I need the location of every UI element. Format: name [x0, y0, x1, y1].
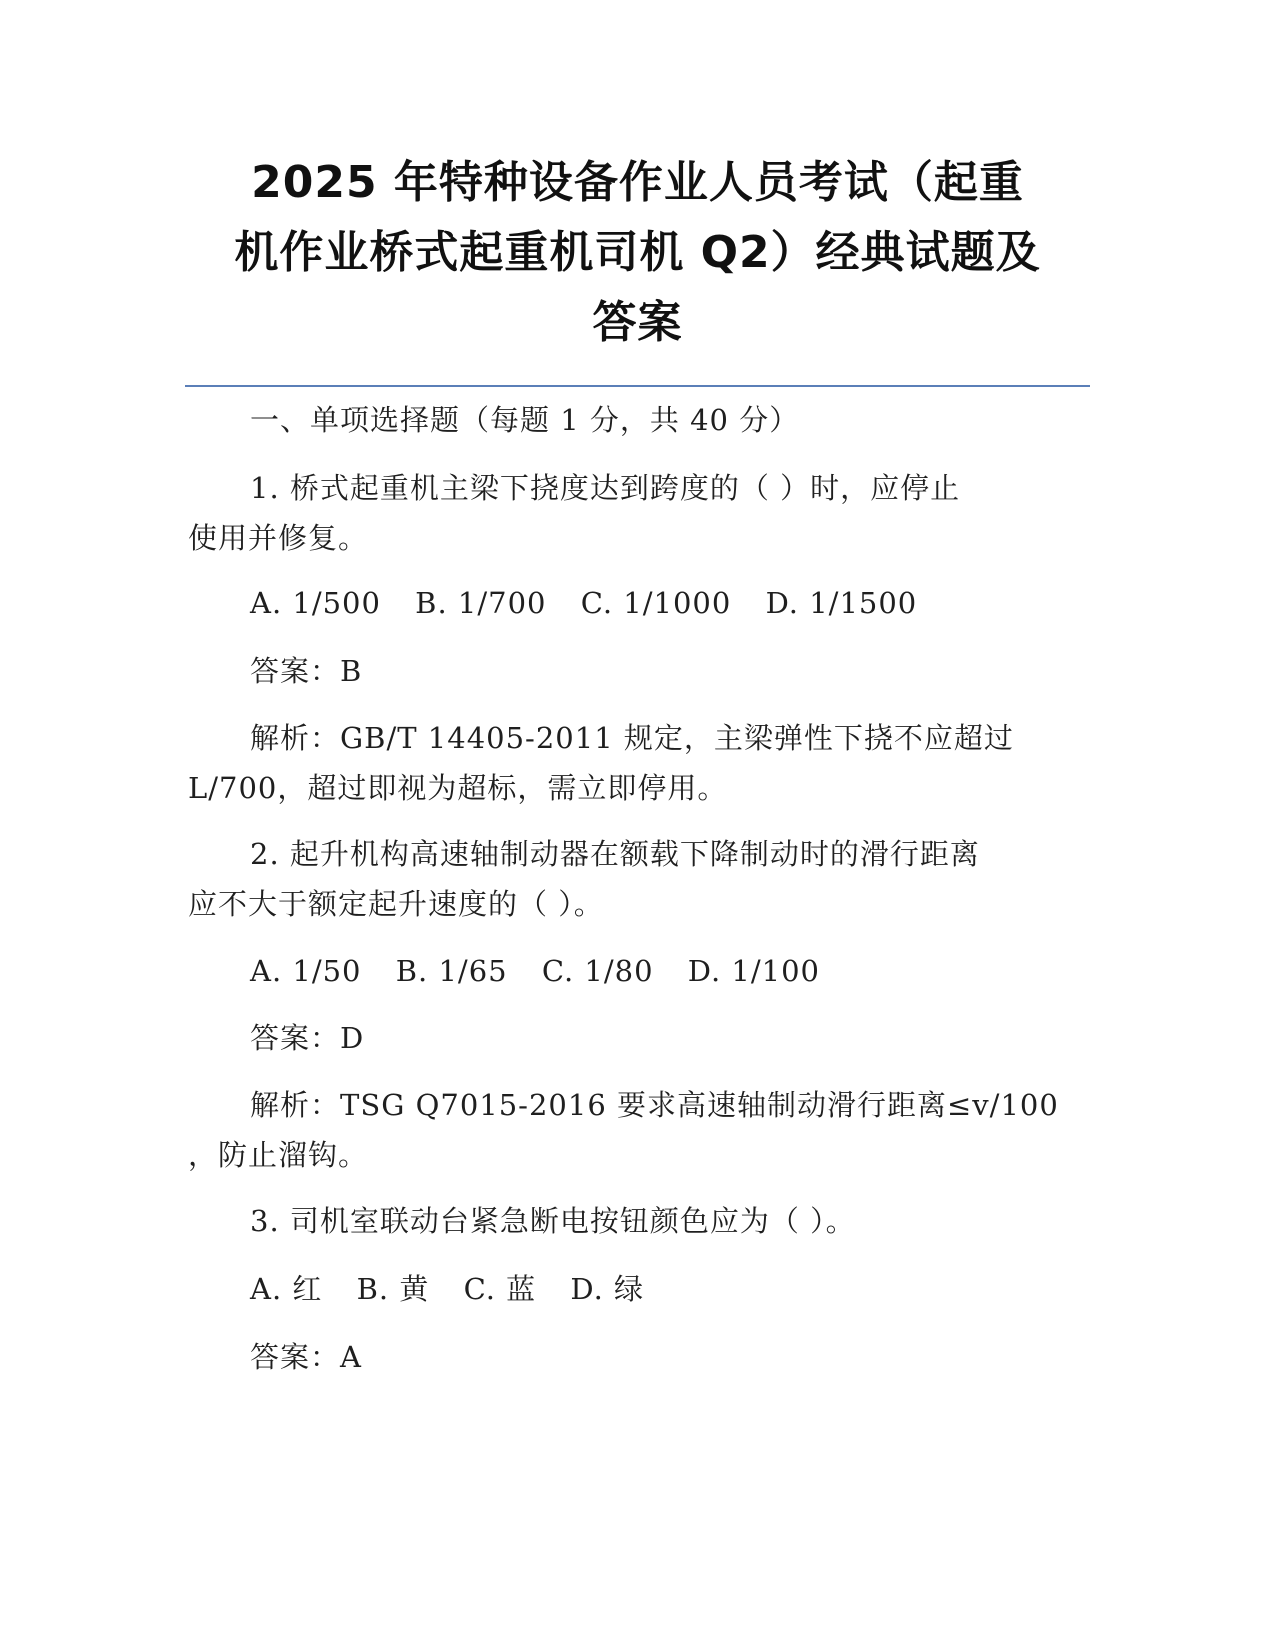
- question-1-options: [188, 578, 1130, 628]
- title-line-1: 2025 年特种设备作业人员考试（起重: [251, 157, 1024, 208]
- question-3-answer-text: 答案：A: [250, 1340, 362, 1374]
- question-1-option-c: C. 1/1000: [580, 586, 732, 620]
- question-2-option-a: A. 1/50: [250, 954, 362, 988]
- question-2-option-b: B. 1/65: [395, 954, 508, 988]
- question-3-stem-line-1: 3. 司机室联动台紧急断电按钮颜色应为（ ）。: [250, 1204, 856, 1238]
- question-2-answer-text: 答案：D: [250, 1021, 365, 1055]
- title-divider: [185, 385, 1090, 387]
- question-2-analysis-line-2: ，防止溜钩。: [188, 1138, 369, 1172]
- question-3-options: [188, 1264, 1130, 1314]
- question-2-option-c: C. 1/80: [541, 954, 654, 988]
- question-1-stem-line-2: 使用并修复。: [188, 521, 369, 555]
- question-2-stem-line-2: 应不大于额定起升速度的（ ）。: [188, 887, 604, 921]
- question-2-option-d: D. 1/100: [687, 954, 820, 988]
- question-2-analysis: [188, 1080, 1068, 1180]
- question-3-answer: [188, 1332, 1130, 1382]
- question-2-analysis-line-1: 解析：TSG Q7015-2016 要求高速轴制动滑行距离≤v/100: [250, 1088, 1059, 1122]
- question-1-answer: [188, 646, 1130, 696]
- section-heading: [188, 395, 1068, 445]
- question-3-option-c: C. 蓝: [463, 1272, 537, 1306]
- question-1-option-d: D. 1/1500: [765, 586, 918, 620]
- question-1-analysis: [188, 713, 1068, 813]
- question-2-answer: [188, 1013, 1130, 1063]
- question-2-options: [188, 946, 1130, 996]
- question-1-analysis-line-1: 解析：GB/T 14405-2011 规定，主梁弹性下挠不应超过: [250, 721, 1014, 755]
- question-3-option-d: D. 绿: [570, 1272, 645, 1306]
- question-1-option-b: B. 1/700: [415, 586, 547, 620]
- question-3-option-b: B. 黄: [356, 1272, 430, 1306]
- section-heading-text: 一、单项选择题（每题 1 分，共 40 分）: [250, 403, 800, 437]
- question-3-option-a: A. 红: [250, 1272, 323, 1306]
- question-2-stem-line-1: 2. 起升机构高速轴制动器在额载下降制动时的滑行距离: [250, 837, 980, 871]
- question-3-stem: [188, 1196, 1068, 1246]
- question-1-option-a: A. 1/500: [250, 586, 381, 620]
- title-line-2: 机作业桥式起重机司机 Q2）经典试题及: [234, 227, 1041, 278]
- question-1-analysis-line-2: L/700，超过即视为超标，需立即停用。: [188, 771, 728, 805]
- question-2-stem: [188, 829, 1068, 929]
- question-1-answer-text: 答案：B: [250, 654, 363, 688]
- document-title: [185, 148, 1090, 358]
- question-1-stem: [188, 463, 1068, 563]
- question-1-stem-line-1: 1. 桥式起重机主梁下挠度达到跨度的（ ）时，应停止: [250, 471, 961, 505]
- title-line-3: 答案: [592, 297, 683, 348]
